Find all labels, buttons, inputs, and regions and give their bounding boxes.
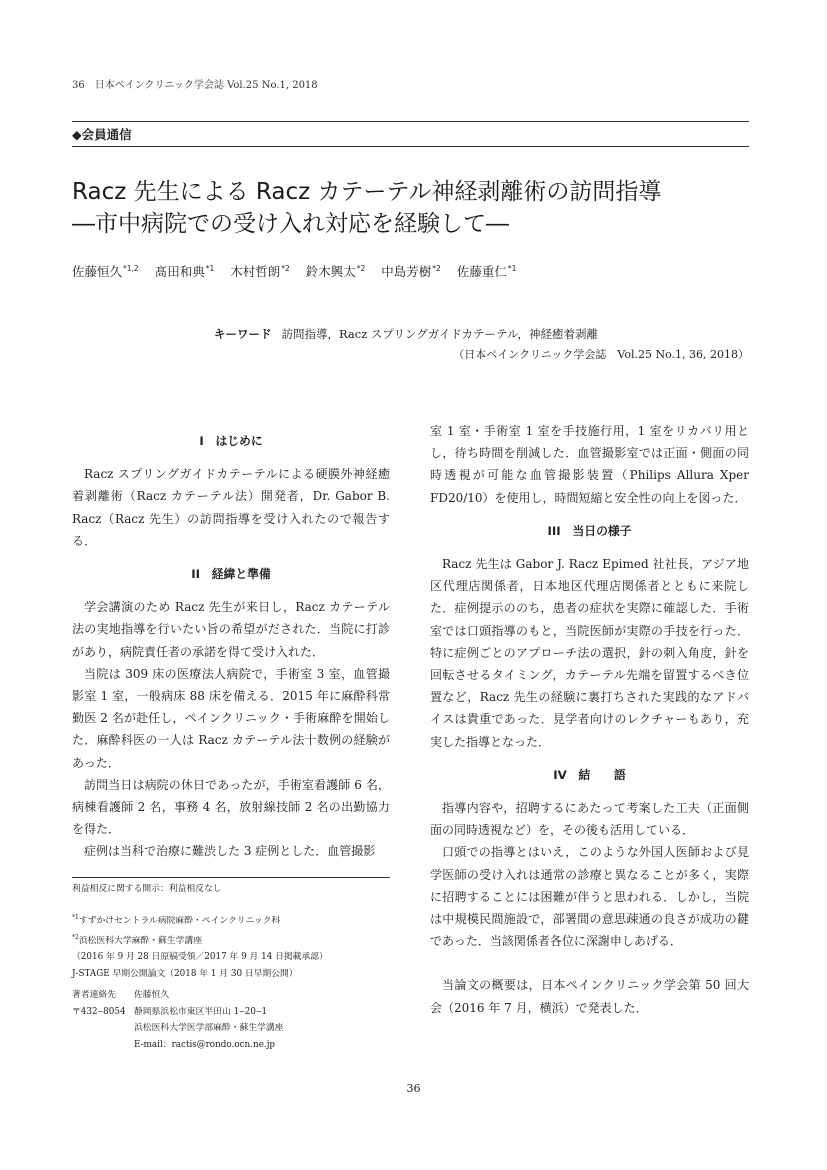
keywords-text: 訪問指導，Racz スプリングガイドカテーテル，神経癒着剥離 <box>281 327 599 341</box>
page-number: 36 <box>406 1082 421 1095</box>
contact-block <box>72 987 284 1053</box>
heading-introduction: I はじめに <box>199 434 263 448</box>
paragraph: 症例は当科で治療に難渋した 3 症例とした．血管撮影 <box>84 844 376 859</box>
author: 髙田和典$^{*1}$ <box>154 264 215 279</box>
section-rule <box>72 146 749 147</box>
heading-the-day: III 当日の様子 <box>547 523 632 538</box>
section-label: ◆会員通信 <box>72 127 132 142</box>
paragraph: Racz 先生は Gabor J. Racz Epimed 社社長，アジア地区代理店関係者，日本地区代理店関係者とともに来院した．症例提示ののち，患者の症状を実際に確認した．手術室では口頭指導のもと，当院医師が実際の手技を行った．特に症例ごとのアプローチ法の選択，針の刺入角度，針を回転させるタイミング，カテーテル先端を留置するべき位置など，Racz 先生の経験に裏打ちされた実践的なアドバイスは貴重であった．見学者向けのレクチャーもあり，充実した指導となった． <box>430 557 749 749</box>
department: 浜松医科大学医学部麻酔・蘇生学講座 <box>134 1023 284 1033</box>
address: 静岡県浜松市東区半田山 1‒20‒1 <box>134 1006 268 1017</box>
affiliation-1: $^{*1}$すずかけセントラル病院麻酔・ペインクリニック科 <box>72 914 281 926</box>
author: 中島芳樹$^{*2}$ <box>381 264 441 279</box>
jstage-note: J-STAGE 早期公開論文（2018 年 1 月 30 日早期公開） <box>72 968 298 979</box>
keywords-label: キーワード <box>214 327 272 341</box>
email: E-mail：ractis@rondo.ocn.ne.jp <box>134 1039 276 1050</box>
author-list <box>72 262 528 280</box>
paragraph: 当論文の概要は，日本ペインクリニック学会第 50 回大会（2016 年 7 月，横浜）で発表した． <box>430 978 749 1015</box>
author: 佐藤重仁$^{*1}$ <box>456 264 517 279</box>
paragraph: 訪問当日は病院の休日であったが，手術室看護師 6 名，病棟看護師 2 名，事務 4 名，放射線技師 2 名の出勤協力を得た． <box>72 777 390 837</box>
paragraph: 室 1 室・手術室 1 室を手技施行用，1 室をリカバリ用とし，待ち時間を削減した．血管撮影室では正面・側面の同時透視が可能な血管撮影装置（Philips Allura Xper FD20/10）を使用し，時間短縮と安全性の向上を図った． <box>430 424 749 505</box>
paragraph: Racz スプリングガイドカテーテルによる硬膜外神経癒着剥離術（Racz カテーテル法）開発者，Dr. Gabor B. Racz（Racz 先生）の訪問指導を受け入れたので報告する． <box>72 467 390 548</box>
affiliations <box>72 910 328 982</box>
paragraph: 口頭での指導とはいえ，このような外国人医師および見学医師の受け入れは通常の診療と異なることが多く，実際に招聘することには困難が伴うと思われる．しかし，当院は中規模民間施設で，部署間の意思疎通の良さが成功の鍵であった．当該関係者各位に深謝申しあげる． <box>430 845 749 949</box>
affiliation-2: $^{*2}$浜松医科大学麻酔・蘇生学講座 <box>72 933 202 946</box>
top-rule <box>72 121 749 122</box>
contact-label: 著者連絡先 <box>72 990 116 1000</box>
footnote-rule <box>72 877 390 878</box>
author: 木村哲朗$^{*2}$ <box>230 264 290 279</box>
contact-name: 佐藤恒久 <box>134 990 170 1000</box>
running-header: 36 日本ペインクリニック学会誌 Vol.25 No.1, 2018 <box>72 80 318 91</box>
author: 鈴木興太$^{*2}$ <box>305 264 366 279</box>
title-line-2: ―市中病院での受け入れ対応を経験して― <box>72 211 509 237</box>
heading-background: II 経緯と準備 <box>191 567 271 582</box>
author: 佐藤恒久$^{*1,2}$ <box>72 264 139 279</box>
coi-statement: 利益相反に関する開示：利益相反なし <box>72 884 222 894</box>
paragraph: 学会講演のため Racz 先生が来日し，Racz カテーテル法の実地指導を行いたい旨の希望がだされた．当院に打診があり，病院責任者の承諾を得て受け入れた． <box>72 600 390 659</box>
right-column <box>430 420 749 1019</box>
paragraph: 当院は 309 床の医療法人病院で，手術室 3 室，血管撮影室 1 室，一般病床 88 床を備える．2015 年に麻酔科常勤医 2 名が赴任し，ペインクリニック・手術麻酔を開始した．麻酔科医の一人は Racz カテーテル法十数例の経験があった． <box>72 666 390 770</box>
received-dates: （2016 年 9 月 28 日原稿受領／2017 年 9 月 14 日掲載承認） <box>72 952 328 962</box>
keywords <box>214 326 598 342</box>
left-column <box>72 430 390 863</box>
article-title <box>72 176 762 240</box>
heading-conclusion: IV 結 語 <box>553 767 626 782</box>
citation: （日本ペインクリニック学会誌 Vol.25 No.1, 36, 2018） <box>453 348 749 361</box>
paragraph: 指導内容や，招聘するにあたって考案した工夫（正面側面の同時透視など）を，その後も活用している． <box>430 801 749 838</box>
title-line-1: Racz 先生による Racz カテーテル神経剥離術の訪問指導 <box>72 179 662 205</box>
postal-code: 〒432‒8054 <box>72 1006 126 1017</box>
